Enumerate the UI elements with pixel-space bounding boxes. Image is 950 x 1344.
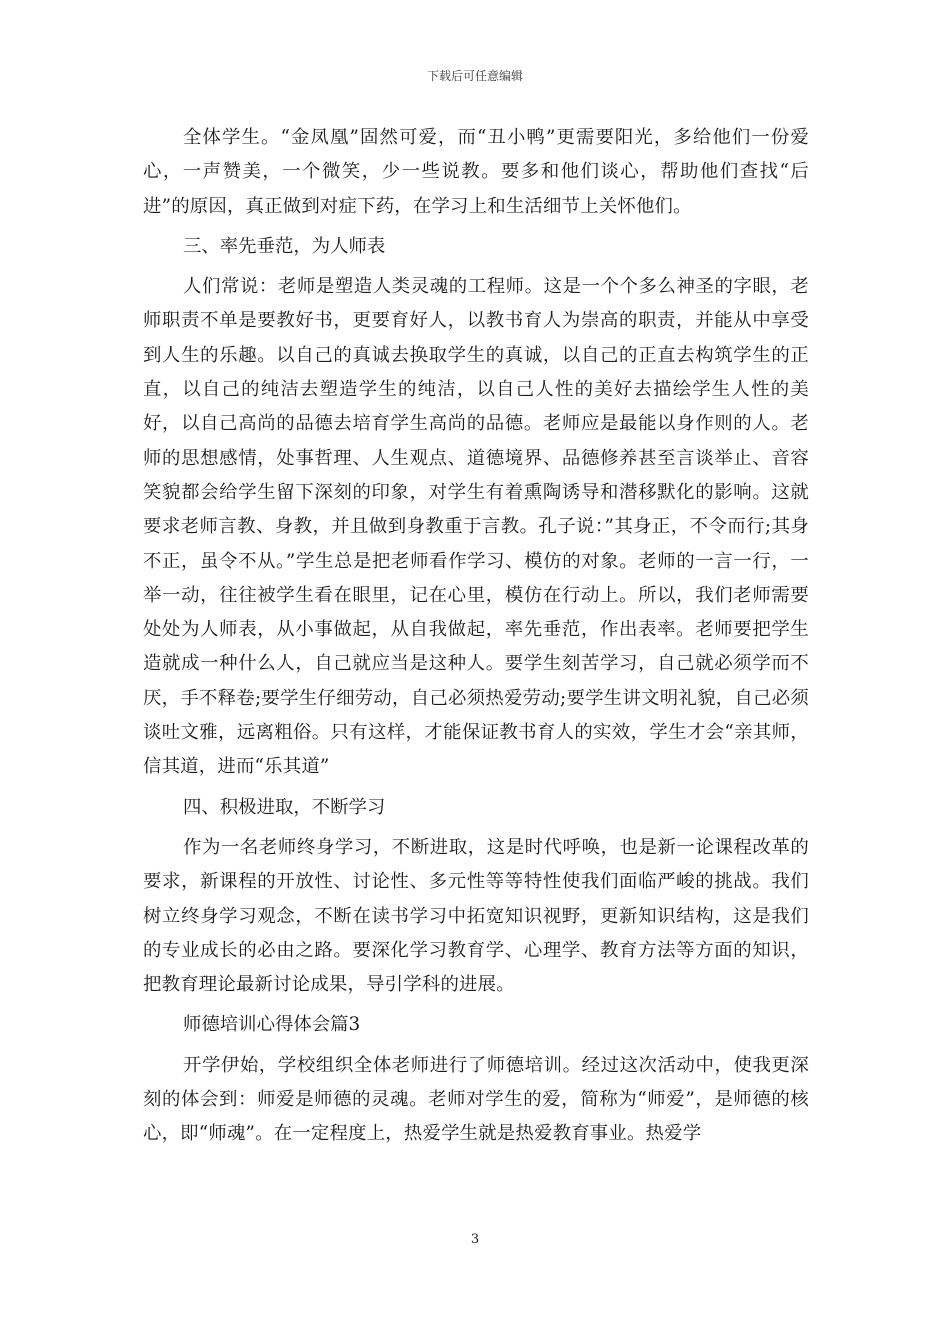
page-header: 下载后可任意编辑 — [426, 69, 523, 83]
paragraph-teacher-role-model: 人们常说：老师是塑造人类灵魂的工程师。这是一个个多么神圣的字眼，老师职责不单是要教好书，更要育好人，以教书育人为崇高的职责，并能从中享受到人生的乐趣。以自己的真诚去换取学生的真诚，以自己的正直去构筑学生的正直，以自己的纯洁去塑造学生的纯洁，以自己人性的美好去描绘学生人性的美好，以自己高尚的品德去培育学生高尚的品德。老师应是最能以身作则的人。老师的思想感情，处事哲理、人生观点、道德境界、品德修养甚至言谈举止、音容笑貌都会给学生留下深刻的印象，对学生有着熏陶诱导和潜移默化的影响。这就要求老师言教、身教，并且做到身教重于言教。孔子说：”其身正，不令而行;其身不正，虽令不从。”学生总是把老师看作学习、模仿的对象。老师的一言一行，一举一动，往往被学生看在眼里，记在心里，模仿在行动上。所以，我们老师需要处处为人师表，从小事做起，从自我做起，率先垂范，作出表率。老师要把学生造就成一种什么人，自己就应当是这种人。要学生刻苦学习，自己就必须学而不厌，手不释卷;要学生仔细劳动，自己必须热爱劳动;要学生讲文明礼貌，自己必须谈吐文雅，远离粗俗。只有这样，才能保证教书育人的实效，学生才会“亲其师，信其道，进而“乐其道” — [143, 276, 809, 778]
paragraph-teacher-love: 开学伊始，学校组织全体老师进行了师德培训。经过这次活动中，使我更深刻的体会到：师爱是师德的灵魂。老师对学生的爱，简称为“师爱”，是师德的核心，即“师魂”。在一定程度上，热爱学生就是热爱教育事业。热爱学 — [143, 1054, 809, 1145]
section-heading-keep-learning: 四、积极进取，不断学习 — [183, 796, 386, 818]
paragraph-lifelong-learning: 作为一名老师终身学习，不断进取，这是时代呼唤，也是新一论课程改革的要求，新课程的开放性、讨论性、多元性等等特性使我们面临严峻的挑战。我们树立终身学习观念，不断在读书学习中拓宽知识视野，更新知识结构，这是我们的专业成长的必由之路。要深化学习教育学、心理学、教育方法等方面的知识，把教育理论最新讨论成果，导引学科的进展。 — [143, 836, 809, 996]
page-number: 3 — [470, 1232, 480, 1247]
article-title-part-3: 师德培训心得体会篇3 — [183, 1014, 361, 1036]
paragraph-care-for-students: 全体学生。“金凤凰”固然可爱，而“丑小鸭”更需要阳光，多给他们一份爱心，一声赞美，一个微笑，少一些说教。要多和他们谈心，帮助他们查找“后进”的原因，真正做到对症下药，在学习上和生活细节上关怀他们。 — [143, 127, 809, 217]
document-body — [143, 121, 809, 1158]
section-heading-lead-by-example: 三、率先垂范，为人师表 — [183, 235, 386, 257]
